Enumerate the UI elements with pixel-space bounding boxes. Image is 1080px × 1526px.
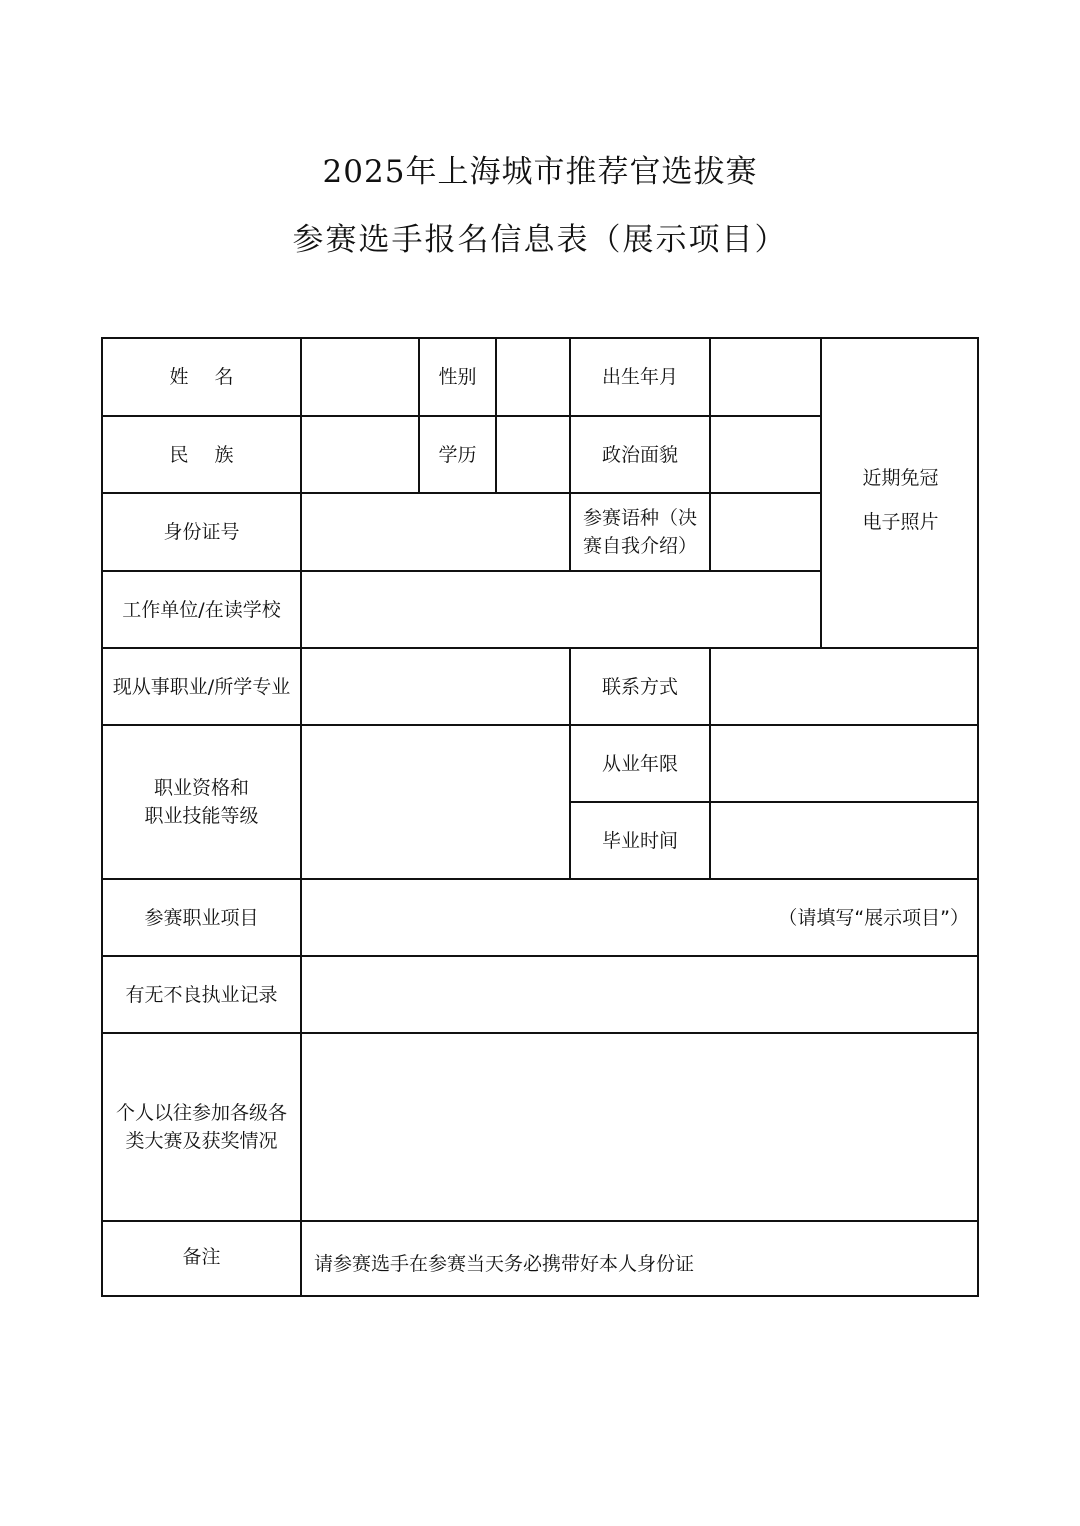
language-label-line2: 赛自我介绍）: [582, 535, 697, 557]
years-label: 从业年限: [601, 752, 678, 775]
qualification-field[interactable]: [302, 726, 569, 878]
awards-label-line1: 个人以往参加各级各: [115, 1102, 287, 1124]
language-label: [571, 494, 709, 570]
awards-label-line2: 类大赛及获奖情况: [125, 1130, 278, 1152]
notes-text: 请参赛选手在参赛当天务必携带好本人身份证: [314, 1252, 695, 1275]
id-number-label: 身份证号: [163, 521, 240, 543]
qualification-label-line2: 职业技能等级: [144, 805, 259, 827]
occupation-label: 现从事职业/所学专业: [112, 675, 291, 698]
birth-date-field[interactable]: [711, 339, 820, 415]
political-status-label: 政治面貌: [601, 443, 678, 466]
registration-form-table: [101, 337, 979, 1297]
workplace-field[interactable]: [302, 572, 820, 647]
contact-field[interactable]: [711, 649, 979, 724]
id-number-field[interactable]: [302, 494, 569, 570]
name-label: 姓名: [169, 366, 260, 388]
contact-label: 联系方式: [601, 675, 678, 698]
page-title: 2025年上海城市推荐官选拔赛: [322, 154, 758, 190]
record-label: 有无不良执业记录: [125, 983, 278, 1006]
qualification-label: [103, 726, 300, 878]
photo-label-line2: 电子照片: [862, 511, 939, 533]
name-field[interactable]: [302, 339, 418, 415]
awards-label: [103, 1034, 300, 1220]
political-status-field[interactable]: [711, 417, 820, 492]
language-field[interactable]: [711, 494, 820, 570]
ethnicity-label: 民族: [169, 443, 260, 466]
graduation-label: 毕业时间: [601, 829, 678, 852]
years-field[interactable]: [711, 726, 979, 801]
page-subtitle: 参赛选手报名信息表（展示项目）: [292, 222, 788, 258]
photo-label-line1: 近期免冠: [862, 467, 939, 489]
education-field[interactable]: [497, 417, 569, 492]
notes-label: 备注: [182, 1245, 221, 1268]
occupation-field[interactable]: [302, 649, 569, 724]
workplace-label: 工作单位/在读学校: [122, 598, 281, 621]
record-field[interactable]: [302, 957, 979, 1032]
graduation-field[interactable]: [711, 803, 979, 878]
awards-field[interactable]: [302, 1034, 979, 1220]
birth-date-label: 出生年月: [601, 366, 678, 388]
qualification-label-line1: 职业资格和: [153, 777, 249, 799]
language-label-line1: 参赛语种（决: [582, 507, 697, 529]
education-label: 学历: [438, 443, 477, 466]
ethnicity-field[interactable]: [302, 417, 418, 492]
project-label: 参赛职业项目: [144, 906, 259, 929]
gender-field[interactable]: [497, 339, 569, 415]
gender-label: 性别: [438, 366, 477, 388]
project-field[interactable]: （请填写“展示项目”）: [778, 906, 969, 929]
